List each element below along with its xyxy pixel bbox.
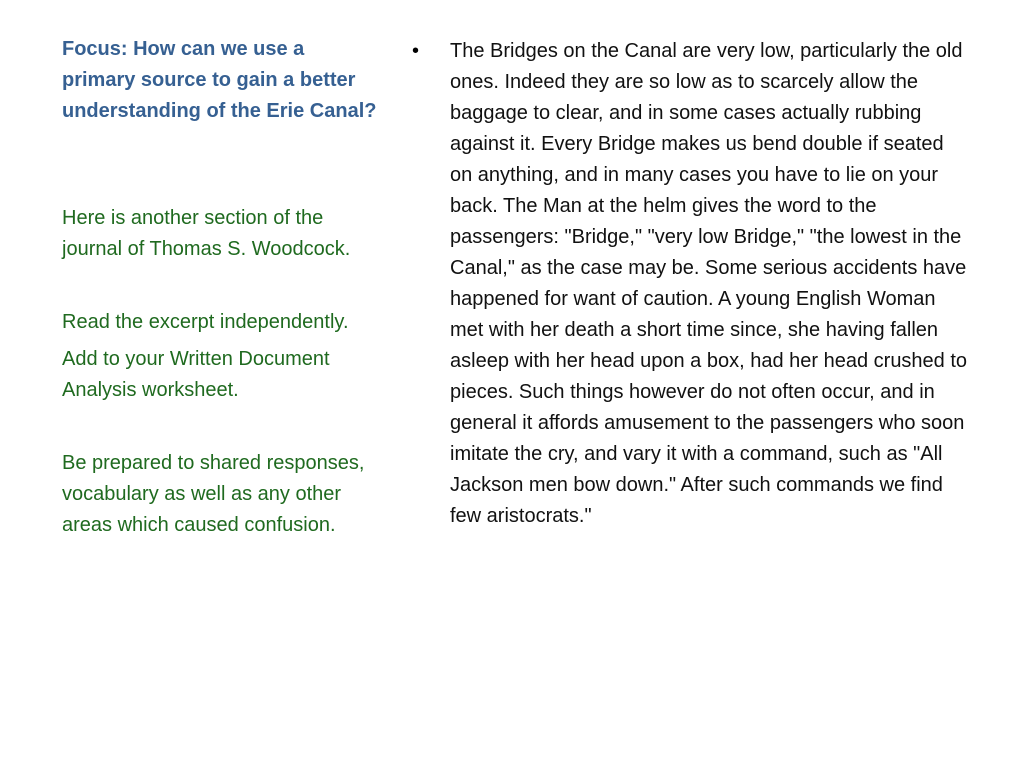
right-column [412, 36, 972, 532]
focus-question: Focus: How can we use a primary source to gain a better understanding of the Erie Canal? [62, 38, 377, 122]
left-column [62, 34, 378, 541]
excerpt-bullet-item [412, 36, 972, 532]
read-instruction: Read the excerpt independently. [62, 311, 349, 333]
intro-text: Here is another section of the journal of Thomas S. Woodcock. [62, 207, 351, 260]
journal-excerpt: The Bridges on the Canal are very low, particularly the old ones. Indeed they are so low as to scarcely allow the baggage to clear, and in some cases actually rubbing against it. Every Bridge makes us bend double if seated on anything, and in many cases you have to lie on your back. The Man at the helm gives the word to the passengers: "Bridge," "very low Bridge," "the lowest in the Canal," as the case may be. Some serious accidents have happened for want of caution. A young English Woman met with her death a short time since, she having fallen asleep with her head upon a box, had her head crushed to pieces. Such things however do not often occur, and in general it affords amusement to the passengers who soon imitate the cry, and vary it with a command, such as "All Jackson men bow down." After such commands we find few aristocrats." [450, 40, 968, 527]
prepare-instruction: Be prepared to shared responses, vocabulary as well as any other areas which caused confusion. [62, 452, 365, 536]
bullet-icon: • [412, 40, 420, 62]
add-instruction: Add to your Written Document Analysis worksheet. [62, 348, 330, 401]
